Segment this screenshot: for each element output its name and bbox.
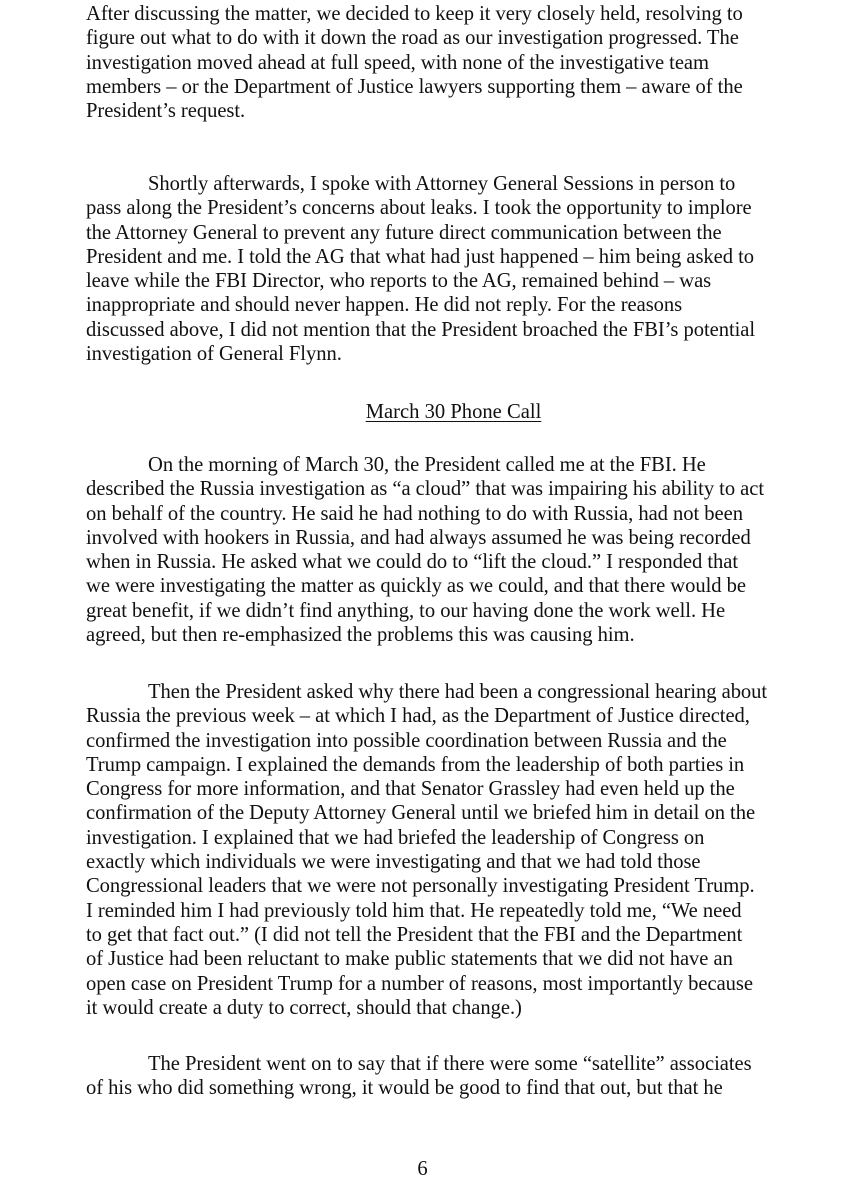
text-line: open case on President Trump for a number of reasons, most importantly because: [86, 972, 753, 995]
section-heading: [86, 400, 821, 424]
text-line: of Justice had been reluctant to make public statements that we did not have an: [86, 948, 733, 971]
text-line: great benefit, if we didn’t find anything, to our having done the work well. He: [86, 599, 726, 622]
text-line: Russia the previous week – at which I had, as the Department of Justice directed,: [86, 705, 750, 728]
text-line: investigation moved ahead at full speed, with none of the investigative team: [86, 51, 709, 74]
text-line: confirmation of the Deputy Attorney General until we briefed him in detail on the: [86, 802, 756, 825]
text-line: the Attorney General to prevent any future direct communication between the: [86, 221, 722, 244]
page-number: 6: [417, 1158, 428, 1180]
text-line: Then the President asked why there had been a congressional hearing about: [148, 681, 768, 703]
text-line: of his who did something wrong, it would be good to find that out, but that he: [86, 1077, 723, 1100]
text-line: it would create a duty to correct, should that change.): [86, 996, 522, 1019]
text-line: on behalf of the country. He said he had nothing to do with Russia, had not been: [86, 502, 743, 525]
text-line: involved with hookers in Russia, and had always assumed he was being recorded: [86, 526, 751, 549]
text-line: Congress for more information, and that Senator Grassley had even held up the: [86, 778, 735, 801]
text-line: After discussing the matter, we decided to keep it very closely held, resolving to: [86, 3, 743, 25]
text-line: when in Russia. He asked what we could do to “lift the cloud.” I responded that: [86, 551, 739, 574]
text-line: discussed above, I did not mention that the President broached the FBI’s potential: [86, 318, 756, 341]
paragraph-3: [86, 453, 764, 647]
text-line: agreed, but then re-emphasized the problems this was causing him.: [86, 624, 635, 647]
text-line: to get that fact out.” (I did not tell the President that the FBI and the Department: [86, 923, 743, 946]
text-line: confirmed the investigation into possible coordination between Russia and the: [86, 729, 727, 752]
text-line: investigation of General Flynn.: [86, 343, 342, 366]
section-heading-text: March 30 Phone Call: [365, 401, 542, 423]
text-line: leave while the FBI Director, who reports to the AG, remained behind – was: [86, 270, 712, 293]
text-line: inappropriate and should never happen. He did not reply. For the reasons: [86, 294, 683, 317]
paragraph-4: [86, 680, 767, 1020]
text-line: I reminded him I had previously told him that. He repeatedly told me, “We need: [86, 899, 742, 922]
paragraph-5: [86, 1052, 752, 1101]
text-line: President’s request.: [86, 100, 246, 123]
text-line: exactly which individuals we were investigating and that we had told those: [86, 851, 701, 874]
text-line: Shortly afterwards, I spoke with Attorney General Sessions in person to: [148, 173, 736, 195]
text-line: Congressional leaders that we were not personally investigating President Trump.: [86, 875, 755, 898]
text-line: pass along the President’s concerns about leaks. I took the opportunity to implore: [86, 197, 752, 220]
text-line: figure out what to do with it down the road as our investigation progressed. The: [86, 27, 739, 50]
text-line: described the Russia investigation as “a cloud” that was impairing his ability to act: [86, 478, 765, 501]
paragraph-1: [86, 2, 743, 123]
text-line: On the morning of March 30, the President called me at the FBI. He: [148, 454, 706, 476]
text-line: members – or the Department of Justice lawyers supporting them – aware of the: [86, 75, 743, 98]
text-line: investigation. I explained that we had briefed the leadership of Congress on: [86, 826, 705, 849]
text-line: The President went on to say that if there were some “satellite” associates: [148, 1053, 752, 1075]
paragraph-2: [86, 172, 755, 366]
text-line: Trump campaign. I explained the demands from the leadership of both parties in: [86, 753, 745, 776]
text-line: President and me. I told the AG that what had just happened – him being asked to: [86, 245, 755, 268]
text-line: we were investigating the matter as quickly as we could, and that there would be: [86, 575, 746, 598]
